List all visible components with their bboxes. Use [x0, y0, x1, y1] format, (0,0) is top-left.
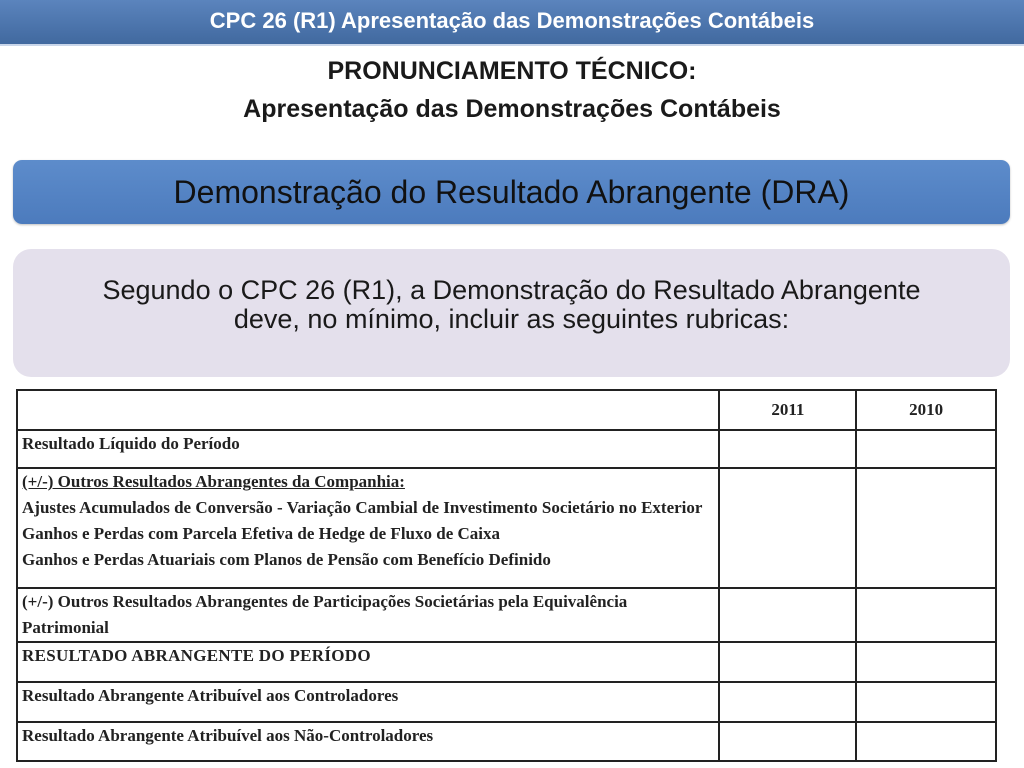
row-label	[17, 682, 719, 722]
row-label	[17, 722, 719, 761]
table-row	[17, 642, 996, 682]
intro-text-box	[13, 249, 1010, 377]
slide-title-bar	[0, 0, 1024, 46]
row-text: (+/-) Outros Resultados Abrangentes de Participações Societárias pela Equivalência Patrimonial	[22, 592, 628, 637]
value-cell-2010	[856, 588, 996, 642]
row-label	[17, 588, 719, 642]
header-blank-cell	[17, 390, 719, 430]
value-cell-2011	[719, 468, 856, 588]
heading-line-2: Apresentação das Demonstrações Contábeis	[243, 95, 781, 123]
row-text: (+/-) Outros Resultados Abrangentes da Companhia:	[22, 472, 405, 491]
value-cell-2011	[719, 588, 856, 642]
value-cell-2010	[856, 682, 996, 722]
row-text: Ajustes Acumulados de Conversão - Variação Cambial de Investimento Societário no Exterior	[22, 498, 703, 517]
row-text: Resultado Abrangente Atribuível aos Não-Controladores	[22, 726, 434, 745]
intro-line-2: deve, no mínimo, incluir as seguintes rubricas:	[233, 304, 790, 334]
value-cell-2010	[856, 468, 996, 588]
value-cell-2010	[856, 642, 996, 682]
value-cell-2010	[856, 722, 996, 761]
intro-line-1: Segundo o CPC 26 (R1), a Demonstração do Resultado Abrangente	[102, 275, 921, 305]
section-title: Demonstração do Resultado Abrangente (DRA)	[173, 174, 850, 210]
value-cell-2011	[719, 722, 856, 761]
row-label	[17, 468, 719, 588]
dra-table	[16, 389, 997, 762]
row-text: Ganhos e Perdas com Parcela Efetiva de Hedge de Fluxo de Caixa	[22, 524, 500, 543]
table-row	[17, 722, 996, 761]
heading-line-1: PRONUNCIAMENTO TÉCNICO:	[327, 57, 697, 85]
table-header-row	[17, 390, 996, 430]
row-label	[17, 430, 719, 468]
section-title-box	[13, 160, 1010, 224]
value-cell-2011	[719, 430, 856, 468]
row-label	[17, 642, 719, 682]
value-cell-2011	[719, 642, 856, 682]
value-cell-2010	[856, 430, 996, 468]
page-heading	[0, 52, 1024, 128]
value-cell-2011	[719, 682, 856, 722]
slide-title: CPC 26 (R1) Apresentação das Demonstrações Contábeis	[209, 8, 815, 33]
table-row	[17, 430, 996, 468]
row-text: Ganhos e Perdas Atuariais com Planos de Pensão com Benefício Definido	[22, 550, 551, 569]
table-row	[17, 682, 996, 722]
table-row	[17, 588, 996, 642]
year-2011-header: 2011	[719, 390, 856, 430]
table-row	[17, 468, 996, 588]
row-text: RESULTADO ABRANGENTE DO PERÍODO	[22, 646, 371, 665]
row-text: Resultado Abrangente Atribuível aos Controladores	[22, 686, 399, 705]
year-2010-header: 2010	[856, 390, 996, 430]
row-text: Resultado Líquido do Período	[22, 434, 240, 453]
